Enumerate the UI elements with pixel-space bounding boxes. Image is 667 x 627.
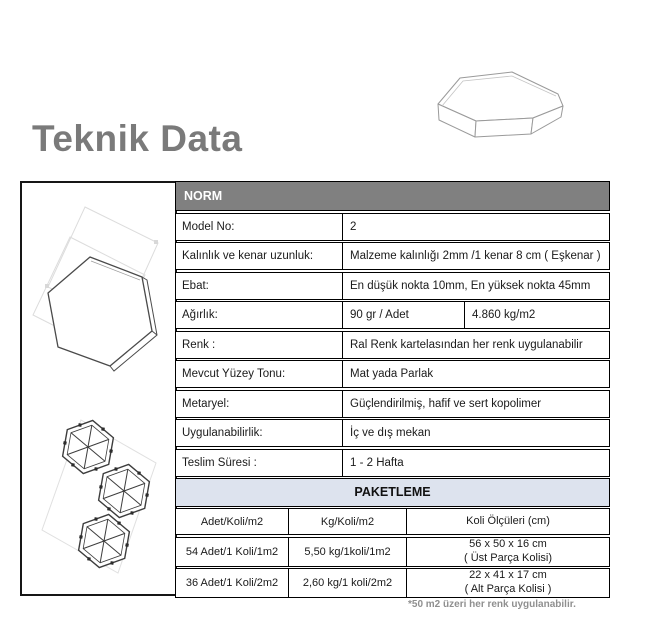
paketleme-section-header bbox=[175, 478, 610, 507]
packing-col-header: Kg/Koli/m2 bbox=[288, 509, 406, 534]
row-value: 1 - 2 Hafta bbox=[342, 450, 609, 476]
spec-table bbox=[175, 181, 610, 600]
hexagon-cluster-drawing-icon bbox=[36, 405, 171, 590]
row-value: Güçlendirilmiş, hafif ve sert kopolimer bbox=[342, 391, 609, 417]
row-value: 90 gr / Adet bbox=[342, 302, 464, 328]
norm-section-header bbox=[175, 181, 610, 211]
row-label: Teslim Süresi : bbox=[182, 456, 257, 469]
packing-cell-olcu bbox=[406, 569, 609, 597]
row-value: İç ve dış mekan bbox=[342, 420, 609, 446]
packing-cell-olcu bbox=[406, 538, 609, 566]
packing-col-header bbox=[406, 509, 609, 534]
packing-row bbox=[175, 568, 610, 598]
table-row bbox=[175, 360, 610, 388]
row-value: En düşük nokta 10mm, En yüksek nokta 45mm bbox=[342, 273, 609, 299]
row-value-2: 4.860 kg/m2 bbox=[464, 302, 609, 328]
table-row bbox=[175, 213, 610, 241]
row-label: Model No: bbox=[182, 220, 235, 233]
product-tile-3d-icon bbox=[432, 68, 574, 163]
packing-cell-kg: 2,60 kg/1 koli/2m2 bbox=[288, 569, 406, 597]
table-row bbox=[175, 390, 610, 418]
row-label: Ebat: bbox=[182, 279, 209, 292]
row-value: Mat yada Parlak bbox=[342, 361, 609, 387]
table-row bbox=[175, 331, 610, 359]
table-row bbox=[175, 301, 610, 329]
norm-header-label: NORM bbox=[184, 189, 223, 203]
packing-cell-kg: 5,50 kg/1koli/1m2 bbox=[288, 538, 406, 566]
row-label: Kalınlık ve kenar uzunluk: bbox=[182, 250, 314, 262]
row-label: Uygulanabilirlik: bbox=[182, 427, 263, 439]
row-label: Mevcut Yüzey Tonu: bbox=[182, 368, 286, 380]
page-title: Teknik Data bbox=[32, 118, 243, 159]
table-row bbox=[175, 419, 610, 447]
packing-header-row bbox=[175, 508, 610, 535]
row-value: 2 bbox=[342, 214, 609, 240]
olcu-size: 56 x 50 x 16 cm bbox=[469, 537, 547, 550]
table-row bbox=[175, 242, 610, 270]
packing-col-header: Adet/Koli/m2 bbox=[200, 515, 264, 528]
paketleme-header-label: PAKETLEME bbox=[354, 485, 431, 500]
drawing-panel bbox=[20, 181, 177, 596]
row-label: Ağırlık: bbox=[182, 309, 218, 321]
olcu-note: ( Üst Parça Kolisi) bbox=[463, 551, 553, 564]
row-label: Metaryel: bbox=[182, 397, 230, 410]
olcu-note: ( Alt Parça Kolisi ) bbox=[464, 583, 552, 595]
row-value: Malzeme kalınlığı 2mm /1 kenar 8 cm ( Eşkenar ) bbox=[342, 243, 609, 269]
olcu-size: 22 x 41 x 17 cm bbox=[469, 569, 547, 582]
table-row bbox=[175, 272, 610, 300]
footnote: *50 m2 üzeri her renk uygulanabilir. bbox=[408, 599, 576, 610]
packing-col-header-label: Koli Ölçüleri (cm) bbox=[466, 514, 550, 527]
packing-row bbox=[175, 537, 610, 567]
row-label: Renk : bbox=[182, 338, 216, 351]
packing-cell-adet: 54 Adet/1 Koli/1m2 bbox=[185, 545, 279, 558]
row-value: Ral Renk kartelasından her renk uygulanabilir bbox=[342, 332, 609, 358]
table-row bbox=[175, 449, 610, 477]
packing-cell-adet: 36 Adet/1 Koli/2m2 bbox=[185, 577, 279, 589]
hexagon-panel-drawing-icon bbox=[30, 195, 170, 400]
